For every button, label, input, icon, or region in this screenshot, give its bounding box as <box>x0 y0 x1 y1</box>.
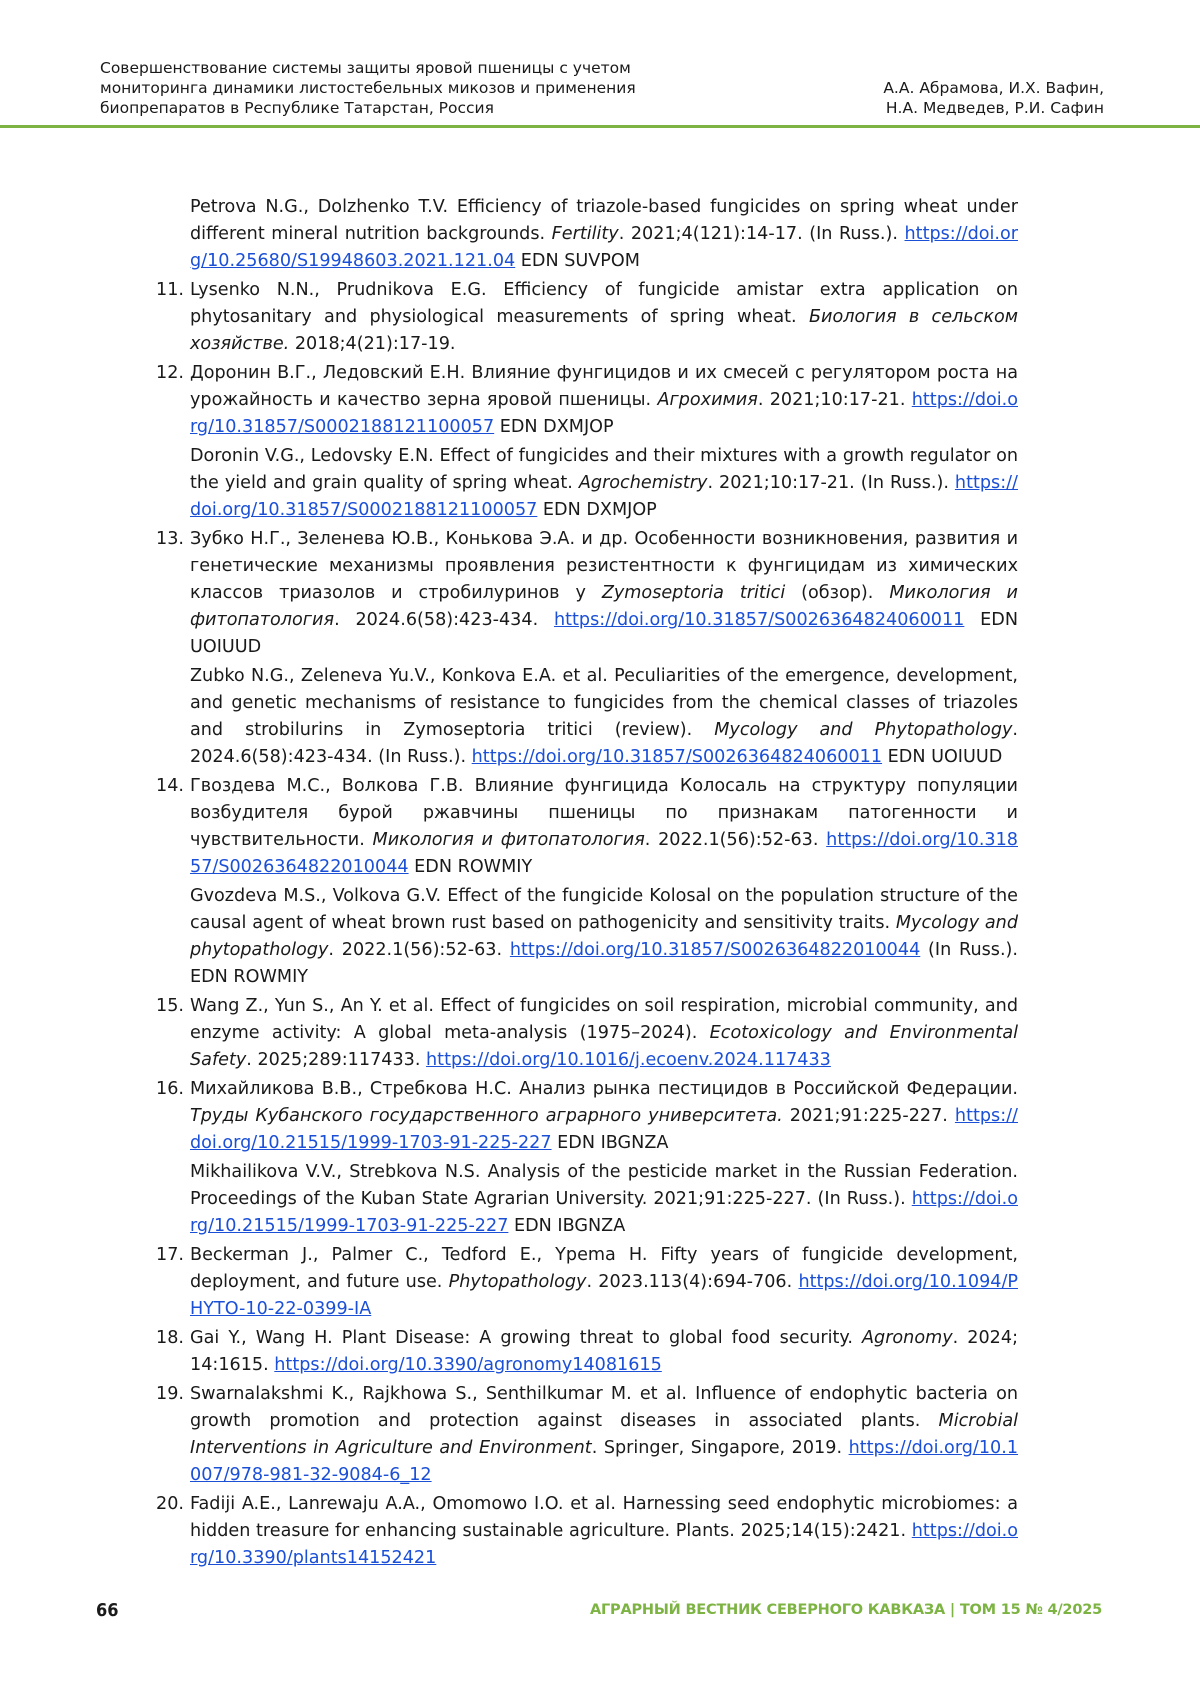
ref-details: . 2022.1(56):52-63. <box>328 940 510 960</box>
ref-russian <box>190 1076 1018 1157</box>
ref-details: . 2024.6(58):423-434. (In Russ.). <box>190 720 1018 767</box>
article-title <box>100 58 700 118</box>
reference-11 <box>150 277 1018 358</box>
page-footer <box>0 1600 1200 1630</box>
ref-number: 12. <box>156 363 184 383</box>
doi-link[interactable]: https://doi.org/10.31857/S0002188121100057 <box>190 390 1018 437</box>
ref-text: Gai Y., Wang H. Plant Disease: A growing threat to global food security. <box>190 1328 862 1348</box>
ref-details: . 2021;4(121):14-17. (In Russ.). <box>618 224 905 244</box>
ref-text: Wang Z., Yun S., An Y. et al. Effect of fungicides on soil respiration, microbial community, and enzyme activity: A global meta-analysis (1975–2024). <box>190 996 1018 1043</box>
ref-journal: Микология и фитопатология <box>190 583 1018 630</box>
ref-journal: Ecotoxicology and Environmental Safety <box>190 1023 1018 1070</box>
doi-link[interactable]: https://doi.org/10.31857/S0002188121100057 <box>190 473 1018 520</box>
authors-line: А.А. Абрамова, И.Х. Вафин, <box>883 79 1104 97</box>
ref-details: . 2021;10:17-21. (In Russ.). <box>707 473 955 493</box>
ref-number: 18. <box>156 1328 184 1348</box>
ref-edn: EDN UOIUUD <box>882 747 1003 767</box>
reference-18 <box>150 1325 1018 1379</box>
reference-20 <box>150 1491 1018 1572</box>
ref-text: Гвоздева М.С., Волкова Г.В. Влияние фунгицида Колосаль на структуру популяции возбудителя бурой ржавчины пшеницы по признакам патогенности и чувствительности. <box>190 776 1018 850</box>
ref-details: . 2023.113(4):694-706. <box>586 1272 799 1292</box>
authors-line: Н.А. Медведев, Р.И. Сафин <box>885 99 1104 117</box>
doi-link[interactable]: https://doi.org/10.31857/S0026364822010044 <box>190 830 1018 877</box>
reference-13 <box>150 526 1018 771</box>
article-title-line: Совершенствование системы защиты яровой пшеницы с учетом <box>100 59 631 77</box>
article-authors <box>883 78 1104 118</box>
ref-number: 16. <box>156 1079 184 1099</box>
ref-edn: EDN IBGNZA <box>508 1216 626 1236</box>
ref-number: 11. <box>156 280 184 300</box>
article-title-line: биопрепаратов в Республике Татарстан, Россия <box>100 99 494 117</box>
ref-text: Lysenko N.N., Prudnikova E.G. Efficiency of fungicide amistar extra application on phytosanitary and physiological measurements of spring wheat. <box>190 280 1018 327</box>
ref-details: . 2024.6(58):423-434. <box>334 610 554 630</box>
ref-journal: Труды Кубанского государственного аграрного университета. <box>190 1106 783 1126</box>
article-title-line: мониторинга динамики листостебельных микозов и применения <box>100 79 636 97</box>
journal-name: АГРАРНЫЙ ВЕСТНИК СЕВЕРНОГО КАВКАЗА | ТОМ 15 № 4/2025 <box>589 1602 1102 1618</box>
ref-details: . 2024; 14:1615. <box>190 1328 1018 1375</box>
ref-edn: EDN ROWMIY <box>408 857 533 877</box>
ref-details: 2021;91:225-227. <box>782 1106 955 1126</box>
page-header <box>0 0 1200 128</box>
reference-16 <box>150 1076 1018 1240</box>
ref-details: . 2022.1(56):52-63. <box>644 830 827 850</box>
ref-edn: EDN DXMJOP <box>537 500 657 520</box>
ref-details: . Springer, Singapore, 2019. <box>591 1438 849 1458</box>
doi-link[interactable]: https://doi.org/10.21515/1999-1703-91-225-227 <box>190 1189 1018 1236</box>
doi-link[interactable]: https://doi.org/10.25680/S19948603.2021.121.04 <box>190 224 1018 271</box>
ref-text: Swarnalakshmi K., Rajkhowa S., Senthilkumar M. et al. Influence of endophytic bacteria on growth promotion and protection against diseases in associated plants. <box>190 1384 1018 1431</box>
reference-19 <box>150 1381 1018 1489</box>
ref-number: 13. <box>156 529 184 549</box>
ref-translation <box>190 883 1018 991</box>
ref-text: Gvozdeva M.S., Volkova G.V. Effect of the fungicide Kolosal on the population structure of the causal agent of wheat brown rust based on pathogenicity and sensitivity traits. <box>190 886 1018 933</box>
ref-text: Zubko N.G., Zeleneva Yu.V., Konkova E.A. et al. Peculiarities of the emergence, development, and genetic mechanisms of resistance to fungicides from the chemical classes of triazoles and strobilurins in Zymoseptoria tritici (review). <box>190 666 1018 740</box>
ref-translation <box>190 1159 1018 1240</box>
ref-text: Доронин В.Г., Ледовский Е.Н. Влияние фунгицидов и их смесей с регулятором роста на урожайность и качество зерна яровой пшеницы. <box>190 363 1018 410</box>
ref-details: . 2021;10:17-21. <box>757 390 912 410</box>
reference-17 <box>150 1242 1018 1323</box>
ref-text: Зубко Н.Г., Зеленева Ю.В., Конькова Э.А. и др. Особенности возникновения, развития и генетические механизмы проявления резистентности к фунгицидам из химических классов триазолов и стробилуринов у <box>190 529 1018 603</box>
doi-link[interactable]: https://doi.org/10.1007/978-981-32-9084-6_12 <box>190 1438 1019 1485</box>
ref-number: 19. <box>156 1384 184 1404</box>
ref-journal: Mycology and Phytopathology <box>714 720 1013 740</box>
ref-edn: EDN IBGNZA <box>551 1133 669 1153</box>
page-number: 66 <box>96 1600 119 1621</box>
reference-12 <box>150 360 1018 524</box>
doi-link[interactable]: https://doi.org/10.3390/plants14152421 <box>190 1521 1018 1568</box>
doi-link[interactable]: https://doi.org/10.1016/j.ecoenv.2024.117433 <box>426 1050 831 1070</box>
ref-details: 2018;4(21):17-19. <box>289 334 456 354</box>
ref-text: Doronin V.G., Ledovsky E.N. Effect of fungicides and their mixtures with a growth regulator on the yield and grain quality of spring wheat. <box>190 446 1018 493</box>
doi-link[interactable]: https://doi.org/10.21515/1999-1703-91-225-227 <box>190 1106 1018 1153</box>
ref-journal: Phytopathology <box>448 1272 587 1292</box>
reference-10-continuation <box>150 194 1018 275</box>
ref-translation <box>190 443 1018 524</box>
reference-list <box>150 194 1018 1574</box>
ref-journal: Агрохимия <box>657 390 758 410</box>
ref-journal: Agronomy <box>861 1328 953 1348</box>
ref-journal: Microbial Interventions in Agriculture and Environment <box>190 1411 1018 1458</box>
ref-text: Михайликова В.В., Стребкова Н.С. Анализ рынка пестицидов в Российской Федерации. <box>190 1079 1018 1099</box>
ref-text: (обзор). <box>785 583 890 603</box>
ref-text: Mikhailikova V.V., Strebkova N.S. Analysis of the pesticide market in the Russian Federation. Proceedings of the Kuban State Agrarian University. 2021;91:225-227. (In Russ.). <box>190 1162 1018 1209</box>
doi-link[interactable]: https://doi.org/10.1094/PHYTO-10-22-0399-IA <box>190 1272 1018 1319</box>
ref-edn: (In Russ.). EDN ROWMIY <box>190 940 1018 987</box>
ref-journal: Биология в сельском хозяйстве. <box>190 307 1018 354</box>
doi-link[interactable]: https://doi.org/10.31857/S0026364824060011 <box>471 747 883 767</box>
ref-journal: Agrochemistry <box>578 473 708 493</box>
ref-russian <box>190 773 1018 881</box>
ref-journal: Fertility <box>551 224 619 244</box>
doi-link[interactable]: https://doi.org/10.3390/agronomy14081615 <box>274 1355 662 1375</box>
ref-number: 17. <box>156 1245 184 1265</box>
ref-number: 14. <box>156 776 184 796</box>
ref-russian <box>190 360 1018 441</box>
reference-15 <box>150 993 1018 1074</box>
ref-text: Fadiji A.E., Lanrewaju A.A., Omomowo I.O. et al. Harnessing seed endophytic microbiomes: a hidden treasure for enhancing sustainable agriculture. Plants. 2025;14(15):2421. <box>190 1494 1018 1541</box>
ref-text: Petrova N.G., Dolzhenko T.V. Efficiency of triazole-based fungicides on spring wheat under different mineral nutrition backgrounds. <box>190 197 1018 244</box>
ref-journal: Mycology and phytopathology <box>190 913 1018 960</box>
ref-details: . 2025;289:117433. <box>246 1050 427 1070</box>
ref-edn: EDN SUVPOM <box>515 251 640 271</box>
ref-text: Beckerman J., Palmer C., Tedford E., Ypema H. Fifty years of fungicide development, deployment, and future use. <box>190 1245 1018 1292</box>
ref-edn: EDN UOIUUD <box>190 610 1018 657</box>
ref-species: Zymoseptoria tritici <box>601 583 786 603</box>
ref-russian <box>190 526 1018 661</box>
reference-14 <box>150 773 1018 991</box>
doi-link[interactable]: https://doi.org/10.31857/S0026364822010044 <box>509 940 921 960</box>
doi-link[interactable]: https://doi.org/10.31857/S0026364824060011 <box>553 610 965 630</box>
ref-number: 20. <box>156 1494 184 1514</box>
ref-journal: Микология и фитопатология <box>372 830 645 850</box>
ref-number: 15. <box>156 996 184 1016</box>
ref-translation <box>190 663 1018 771</box>
ref-edn: EDN DXMJOP <box>494 417 614 437</box>
